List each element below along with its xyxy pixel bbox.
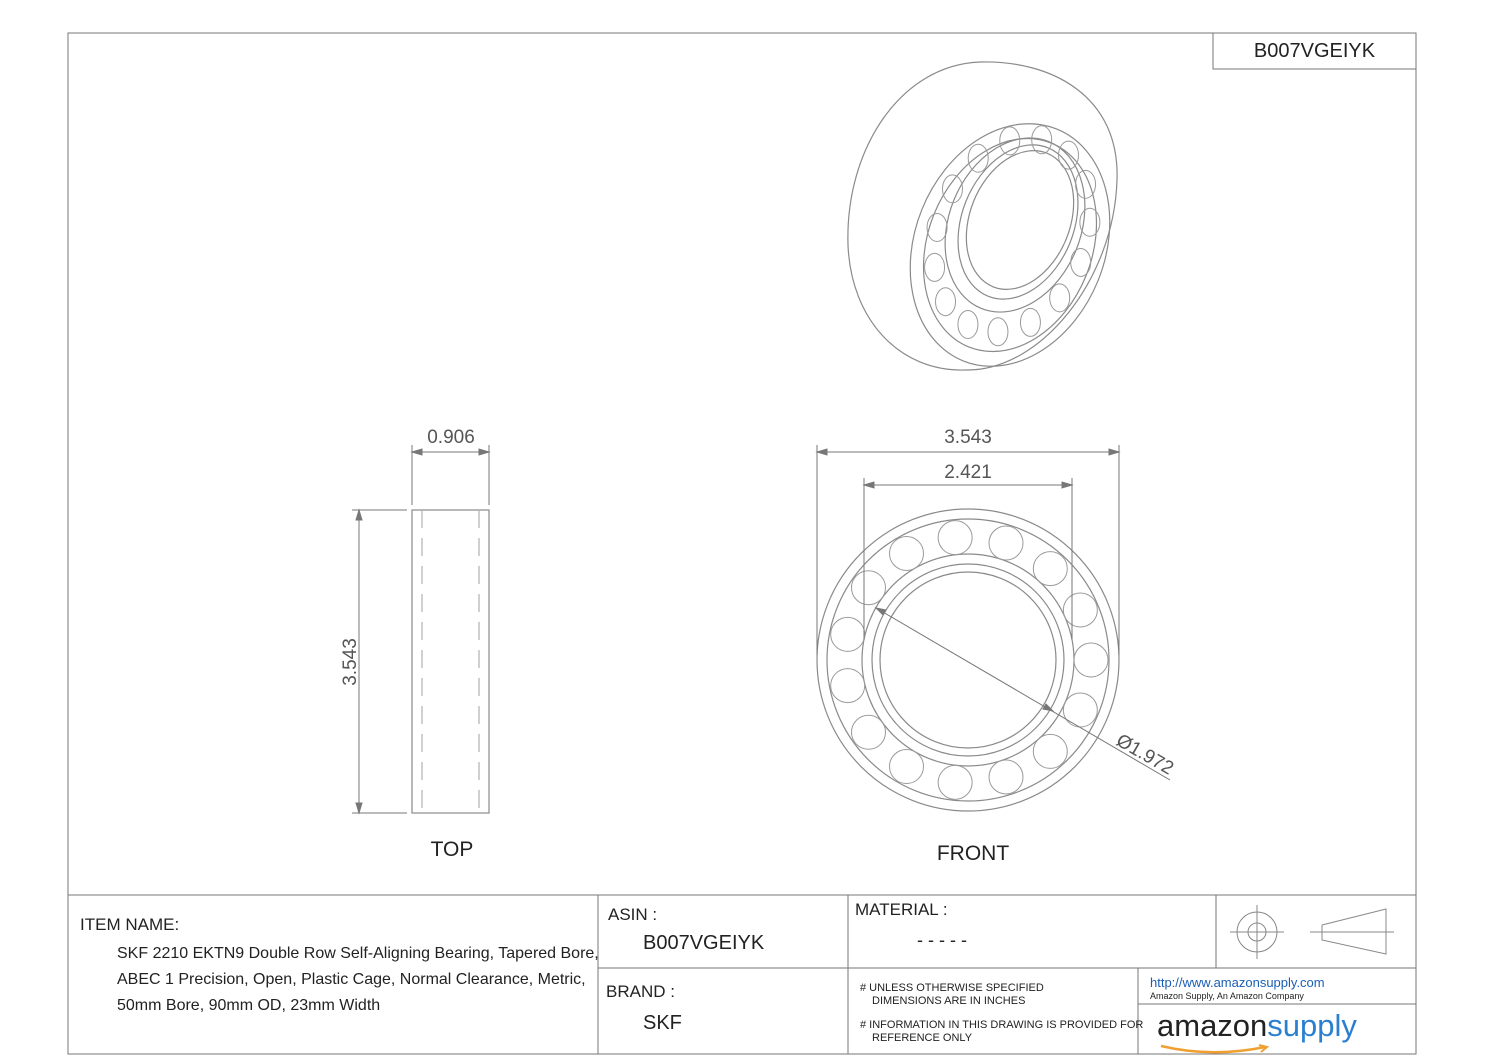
note-reference-line-2: REFERENCE ONLY (872, 1032, 973, 1044)
top-view-label: TOP (430, 838, 474, 861)
front-roller (1033, 734, 1067, 768)
front-roller (1063, 593, 1097, 627)
amazonsupply-url-link[interactable]: http://www.amazonsupply.com (1150, 975, 1325, 990)
top-dim-lines (352, 445, 489, 813)
amazonsupply-logo (1157, 1008, 1357, 1044)
front-dim-lines (817, 445, 1170, 780)
item-name-label: ITEM NAME: (80, 915, 180, 934)
front-roller (890, 750, 924, 784)
front-roller (1063, 693, 1097, 727)
dim-front-bore: Ø1.972 (1112, 730, 1177, 780)
material-value: - - - - - (917, 930, 967, 950)
top-view (412, 510, 489, 813)
iso-roller (968, 144, 988, 172)
company-name: Amazon Supply, An Amazon Company (1150, 991, 1304, 1001)
brand-label: BRAND : (606, 982, 675, 1001)
item-name-line-2: ABEC 1 Precision, Open, Plastic Cage, Normal Clearance, Metric, (117, 971, 586, 988)
front-roller (851, 571, 885, 605)
top-view-body (412, 510, 489, 813)
asin-label: ASIN : (608, 905, 658, 924)
isometric-view (848, 62, 1145, 397)
front-roller (1033, 552, 1067, 586)
iso-roller (1050, 284, 1070, 312)
dim-top-width: 0.906 (427, 427, 475, 448)
front-roller (989, 526, 1023, 560)
front-view-label: FRONT (936, 842, 1010, 865)
material-label: MATERIAL : (855, 900, 948, 919)
dim-front-inner: 2.421 (944, 462, 992, 483)
iso-roller (958, 310, 978, 338)
iso-roller (1020, 308, 1040, 336)
front-roller (938, 521, 972, 555)
note-units-line-1: # UNLESS OTHERWISE SPECIFIED (860, 982, 1044, 994)
front-roller (989, 760, 1023, 794)
dim-top-height: 3.543 (340, 638, 361, 686)
iso-roller (927, 213, 947, 241)
front-roller (938, 765, 972, 799)
iso-roller (1071, 248, 1091, 276)
asin-value: B007VGEIYK (643, 932, 765, 954)
iso-roller (925, 253, 945, 281)
front-roller (831, 617, 865, 651)
front-roller (851, 715, 885, 749)
item-name-line-1: SKF 2210 EKTN9 Double Row Self-Aligning Bearing, Tapered Bore, (117, 945, 599, 962)
iso-roller (936, 288, 956, 316)
logo-amazon-text: amazon (1157, 1008, 1268, 1043)
note-reference-line-1: # INFORMATION IN THIS DRAWING IS PROVIDED FOR (860, 1019, 1144, 1031)
iso-roller (988, 318, 1008, 346)
front-roller (890, 536, 924, 570)
front-roller (831, 669, 865, 703)
note-units-line-2: DIMENSIONS ARE IN INCHES (872, 995, 1026, 1007)
projection-symbol-icon (1230, 905, 1394, 959)
dim-front-outer: 3.543 (944, 427, 992, 448)
front-roller (1074, 643, 1108, 677)
item-name-line-3: 50mm Bore, 90mm OD, 23mm Width (117, 997, 381, 1014)
logo-supply-text: supply (1267, 1008, 1357, 1043)
asin-box-label: B007VGEIYK (1253, 40, 1376, 62)
sheet-border (68, 33, 1416, 1054)
brand-value: SKF (643, 1012, 682, 1034)
amazon-smile-icon (1157, 1044, 1287, 1058)
